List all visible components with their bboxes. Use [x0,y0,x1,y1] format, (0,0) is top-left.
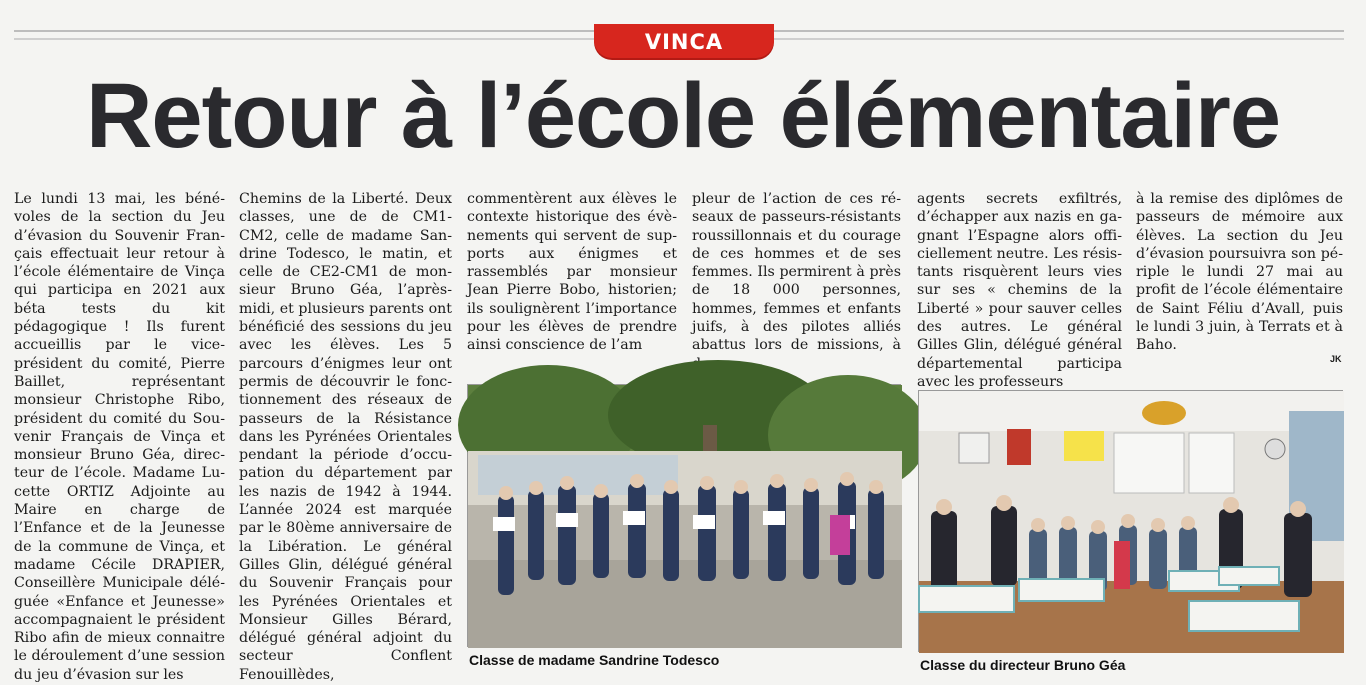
headline: Retour à l’école élémentaire [85,65,1281,167]
photo-outdoor-class [467,384,901,647]
photo-classroom-illustration [919,391,1344,653]
article-column-2: Chemins de la Liberté. Deux classes, une de de CM1-CM2, celle de madame Sandrine Todesco, le matin, et celle de CE2-CM1 de monsieur Bruno Géa, l’après-midi, et plusieurs parents ont bénéficié des sessions du jeu avec les élèves. Les 5 parcours d’énigmes leur ont permis de découvrir le fonctionnement des réseaux de passeurs de la Résistance dans les Pyrénées Orientales pendant la période d’occupation du département par les nazis de 1942 à 1944. L’année 2024 est marquée par le 80ème anniversaire de la Libération. Le général Gilles Glin, délégué général du Souvenir Français pour les Pyrénées Orientales et Monsieur Gilles Bérard, délégué général adjoint du secteur Conflent Fenouillèdes, [239,191,452,683]
byline-initials: JK [1330,354,1342,364]
article-column-6: à la remise des diplômes de passeurs de mémoire aux élèves. La section du Jeu d’évasion poursuivra son périple le lundi 27 mai au profit de l’école élémentaire de Saint Féliu d’Avall, puis le lundi 3 juin, à Terrats et à Baho. [1136,191,1343,354]
article-column-3: commentèrent aux élèves le contexte historique des évènements qui servent de supports aux énigmes et rassemblés par monsieur Jean Pierre Bobo, historien; ils soulignèrent l’importance pour les élèves de prendre ainsi conscience de l’am [467,191,677,354]
photo-classroom-caption: Classe du directeur Bruno Géa [920,657,1126,673]
photo-classroom [918,390,1343,652]
article-column-4: pleur de l’action de ces réseaux de passeurs-résistants roussillonnais et du courage de ces hommes et de ses femmes. Ils permirent à près de 18 000 personnes, hommes, femmes et enfants juifs, à des pilotes alliés abattus lors de missions, à [692,191,901,354]
section-tag: VINCA [594,24,774,58]
photo-outdoor-class-caption: Classe de madame Sandrine Todesco [469,652,720,668]
article-column-5: agents secrets exfiltrés, d’échapper aux nazis en gagnant l’Espagne alors officiellement neutre. Les résistants risquèrent leurs vies sur ses « chemins de la Liberté » pour sauver celles des autres. Le général Gilles Glin, délégué général départemental participa avec les professeurs [917,191,1122,390]
article-column-1: Le lundi 13 mai, les bénévoles de la section du Jeu d’évasion du Souvenir Français effectuait leur retour à l’école élémentaire de Vinça qui participa en 2021 aux béta tests du kit pédagogique ! Ils furent accueillis par le vice-président du comité, Pierre Baillet, représentant monsieur Christophe Ribo, président du comité du Souvenir Français de Vinça et monsieur Bruno Géa, directeur de l’école. Madame Lucette ORTIZ Adjointe au Maire en charge de l’Enfance et de la Jeunesse de la commune de Vinça, et madame Cécile DRAPIER, Conseillère Municipale déléguée «Enfance et Jeunesse» accompagnaient le président Ribo afin de mieux connaitre le déroulement d’une session du jeu d’évasion sur les [14,191,225,683]
photo-outdoor-class-illustration [468,385,902,648]
